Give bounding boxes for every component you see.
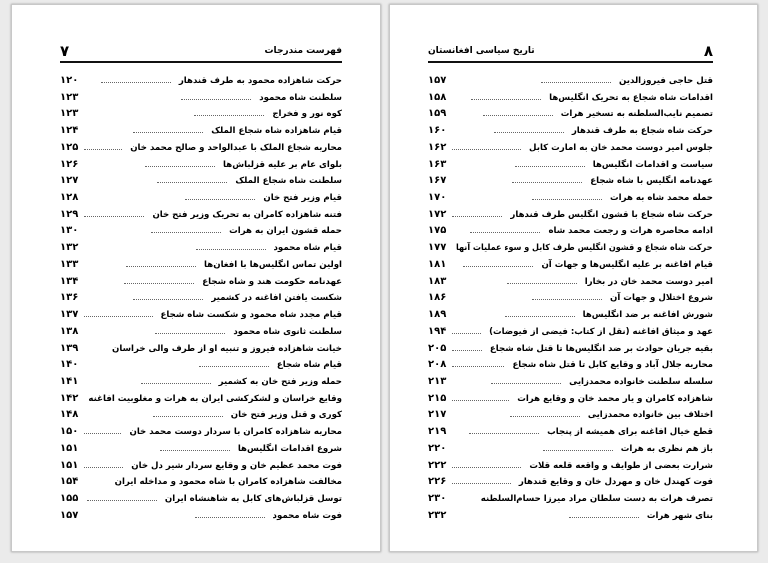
toc-page-number: ۱۶۰ xyxy=(428,125,447,137)
toc-entry-title: باز هم نظری به هرات xyxy=(620,443,713,454)
toc-page-number: ۱۷۷ xyxy=(428,242,447,254)
toc-entry xyxy=(60,393,342,408)
dot-leader xyxy=(84,216,144,217)
dot-leader xyxy=(157,182,227,183)
toc-entry-title: قیام شاهزاده شاه شجاع الملک xyxy=(211,126,342,137)
page-header xyxy=(60,43,342,63)
dot-leader xyxy=(124,283,194,284)
toc-page-number: ۱۲۶ xyxy=(60,158,79,170)
toc-page-number: ۱۲۸ xyxy=(60,192,79,204)
toc-entry xyxy=(60,326,342,341)
toc-page-number: ۱۲۷ xyxy=(60,175,79,187)
toc-page-number: ۱۳۳ xyxy=(60,258,79,270)
toc-entry xyxy=(60,259,342,274)
toc-entry-title: کوری و قتل وزیر فتح خان xyxy=(230,410,342,421)
toc-entry-title: تصرف هرات به دست سلطان مراد میرزا حسام‌السلطنه xyxy=(480,493,713,504)
toc-page-number: ۱۳۷ xyxy=(60,309,79,321)
dot-leader xyxy=(151,232,221,233)
toc-list xyxy=(60,75,342,525)
toc-entry xyxy=(428,276,713,291)
toc-entry-title: بنای شهر هرات xyxy=(646,510,713,521)
dot-leader xyxy=(185,199,255,200)
dot-leader xyxy=(543,450,613,451)
dot-leader xyxy=(469,433,539,434)
toc-page-number: ۱۵۷ xyxy=(60,509,79,521)
toc-entry xyxy=(428,359,713,374)
toc-entry xyxy=(60,175,342,190)
toc-entry xyxy=(428,343,713,358)
dot-leader xyxy=(126,266,196,267)
toc-entry xyxy=(428,443,713,458)
toc-page-number: ۱۹۴ xyxy=(428,325,447,337)
toc-page-number: ۱۸۱ xyxy=(428,258,447,270)
dot-leader xyxy=(510,416,580,417)
toc-entry xyxy=(428,510,713,525)
toc-page-number: ۲۱۹ xyxy=(428,426,447,438)
toc-entry xyxy=(60,343,342,358)
toc-page-number: ۱۶۳ xyxy=(428,158,447,170)
dot-leader xyxy=(199,366,269,367)
toc-page-number: ۱۲۹ xyxy=(60,208,79,220)
toc-entry-title: شروع اقدامات انگلیس‌ها xyxy=(237,443,342,454)
toc-entry xyxy=(428,225,713,240)
dot-leader xyxy=(569,517,639,518)
toc-entry xyxy=(428,460,713,475)
toc-page-number: ۱۲۰ xyxy=(60,75,79,86)
toc-entry-title: قطع خیال افاغنه برای همیشه از پنجاب xyxy=(547,427,713,438)
dot-leader xyxy=(452,400,509,401)
toc-entry xyxy=(428,209,713,224)
right-page xyxy=(389,4,758,552)
toc-entry-title: فتنه شاهزاده کامران به تحریک وزیر فتح خان xyxy=(152,209,342,220)
toc-entry-title: سلطنت ثانوی شاه محمود xyxy=(233,326,342,337)
running-title: فهرست مندرجات xyxy=(264,46,342,56)
toc-entry xyxy=(428,326,713,341)
toc-page-number: ۱۳۲ xyxy=(60,242,79,254)
dot-leader xyxy=(507,283,577,284)
toc-entry xyxy=(428,493,713,508)
toc-page-number: ۱۸۹ xyxy=(428,309,447,321)
dot-leader xyxy=(194,115,264,116)
toc-entry-title: جلوس امیر دوست محمد خان به امارت کابل xyxy=(529,142,713,153)
toc-page-number: ۱۵۸ xyxy=(428,91,447,103)
toc-entry xyxy=(60,108,342,123)
toc-entry xyxy=(60,209,342,224)
toc-page-number: ۱۴۸ xyxy=(60,409,79,421)
toc-page-number: ۱۸۶ xyxy=(428,292,447,304)
toc-page-number: ۱۵۵ xyxy=(60,492,79,504)
toc-page-number: ۱۴۰ xyxy=(60,359,79,371)
dot-leader xyxy=(515,166,585,167)
dot-leader xyxy=(181,99,251,100)
toc-entry xyxy=(428,426,713,441)
toc-entry xyxy=(428,192,713,207)
toc-entry xyxy=(428,476,713,491)
toc-entry xyxy=(60,309,342,324)
toc-entry xyxy=(428,142,713,157)
toc-entry xyxy=(60,493,342,508)
toc-entry xyxy=(428,309,713,324)
dot-leader xyxy=(471,99,541,100)
toc-page-number: ۲۲۶ xyxy=(428,476,447,488)
toc-page-number: ۱۲۴ xyxy=(60,125,79,137)
toc-page-number: ۱۶۷ xyxy=(428,175,447,187)
dot-leader xyxy=(84,149,122,150)
toc-entry-title: حمله وزیر فتح خان به کشمیر xyxy=(218,376,342,387)
toc-entry-title: مخالفت شاهزاده کامران با شاه محمود و مداخله ایران xyxy=(114,477,342,488)
toc-entry-title: اولین تماس انگلیس‌ها با افغان‌ها xyxy=(204,259,342,270)
running-title: تاریخ سیاسی افغانستان xyxy=(428,46,535,56)
toc-entry-title: سیاست و اقدامات انگلیس‌ها xyxy=(592,159,713,170)
dot-leader xyxy=(84,433,121,434)
toc-page-number: ۱۲۳ xyxy=(60,108,79,120)
toc-page-number: ۲۰۵ xyxy=(428,342,447,354)
dot-leader xyxy=(532,299,602,300)
toc-entry xyxy=(60,426,342,441)
dot-leader xyxy=(512,182,582,183)
toc-page-number: ۱۵۷ xyxy=(428,75,447,86)
toc-entry xyxy=(60,510,342,525)
toc-entry-title: محاربه شجاع الملک با عبدالواحد و صالح محمد خان xyxy=(130,142,342,153)
dot-leader xyxy=(541,82,611,83)
toc-entry xyxy=(428,125,713,140)
toc-entry xyxy=(60,460,342,475)
toc-entry xyxy=(428,108,713,123)
toc-page-number: ۱۴۲ xyxy=(60,392,79,404)
toc-entry-title: محاربه شاهزاده کامران با سردار دوست محمد خان xyxy=(129,427,342,438)
dot-leader xyxy=(153,416,223,417)
dot-leader xyxy=(452,350,482,351)
toc-entry xyxy=(60,376,342,391)
toc-page-number: ۱۲۵ xyxy=(60,141,79,153)
dot-leader xyxy=(470,232,540,233)
dot-leader xyxy=(133,132,203,133)
toc-entry-title: محاربه جلال آباد و وقایع کابل تا قتل شاه شجاع xyxy=(512,360,713,371)
page-header xyxy=(428,43,713,63)
toc-entry-title: عهد و میثاق افاغنه (نقل از کتاب: فیضی از فیوضات) xyxy=(489,326,713,337)
toc-page-number: ۱۵۴ xyxy=(60,476,79,488)
toc-entry xyxy=(60,159,342,174)
toc-entry-title: بلوای عام بر علیه قزلباش‌ها xyxy=(223,159,342,170)
dot-leader xyxy=(505,316,575,317)
toc-entry-title: شکست یافتن افاغنه در کشمیر xyxy=(211,293,342,304)
toc-page-number: ۱۶۲ xyxy=(428,141,447,153)
toc-entry-title: خیانت شاهزاده فیروز و تنبیه او از طرف والی خراسان xyxy=(112,343,342,354)
toc-entry-title: حمله قشون ایران به هرات xyxy=(229,226,342,237)
toc-page-number: ۱۷۵ xyxy=(428,225,447,237)
dot-leader xyxy=(483,115,553,116)
toc-page-number: ۱۳۶ xyxy=(60,292,79,304)
toc-entry-title: فوت کهندل خان و مهردل خان و وقایع قندهار xyxy=(518,477,713,488)
toc-entry xyxy=(60,276,342,291)
toc-entry xyxy=(60,142,342,157)
toc-entry-title: حرکت شاه شجاع و قشون انگلیس طرف کابل و سوء عملیات آنها xyxy=(456,243,713,254)
dot-leader xyxy=(452,216,502,217)
dot-leader xyxy=(101,82,171,83)
dot-leader xyxy=(145,166,215,167)
toc-entry xyxy=(60,92,342,107)
dot-leader xyxy=(141,383,211,384)
toc-entry-title: قتل حاجی فیروزالدین xyxy=(619,76,713,86)
toc-page-number: ۲۳۰ xyxy=(428,492,447,504)
toc-entry-title: وقایع خراسان و لشکرکشی ایران به هرات و مغلوبیت افاغنه xyxy=(88,393,342,404)
toc-entry-title: قیام مجدد شاه محمود و شکست شاه شجاع xyxy=(160,310,342,321)
toc-entry-title: شورش افاغنه بر ضد انگلیس‌ها xyxy=(582,310,713,321)
toc-entry xyxy=(428,393,713,408)
toc-page-number: ۱۴۱ xyxy=(60,375,79,387)
dot-leader xyxy=(160,450,230,451)
toc-entry xyxy=(60,192,342,207)
toc-page-number: ۱۷۲ xyxy=(428,208,447,220)
toc-entry-title: فوت شاه محمود xyxy=(272,510,342,521)
toc-entry xyxy=(428,242,713,257)
toc-page-number: ۱۵۹ xyxy=(428,108,447,120)
toc-page-number: ۱۳۴ xyxy=(60,275,79,287)
toc-page-number: ۱۳۸ xyxy=(60,325,79,337)
dot-leader xyxy=(532,199,602,200)
toc-entry-title: سلسله سلطنت خانواده محمدزایی xyxy=(569,376,713,387)
toc-entry-title: بقیه جریان حوادث بر ضد انگلیس‌ها تا قتل شاه شجاع xyxy=(489,343,713,354)
toc-entry xyxy=(60,125,342,140)
toc-entry xyxy=(428,75,713,90)
dot-leader xyxy=(452,467,521,468)
toc-page-number: ۱۸۳ xyxy=(428,275,447,287)
toc-entry-title: حرکت شاهزاده محمود به طرف قندهار xyxy=(178,76,342,86)
left-page xyxy=(11,4,381,552)
toc-entry xyxy=(428,376,713,391)
toc-entry-title: توسل قزلباش‌های کابل به شاهنشاه ایران xyxy=(164,493,342,504)
toc-page-number: ۲۲۰ xyxy=(428,442,447,454)
dot-leader xyxy=(133,299,203,300)
toc-entry xyxy=(60,75,342,90)
dot-leader xyxy=(84,316,153,317)
toc-entry-title: ادامه محاصره هرات و رجعت محمد شاه xyxy=(548,226,713,237)
toc-page-number: ۱۳۰ xyxy=(60,225,79,237)
toc-entry xyxy=(428,159,713,174)
toc-entry-title: سلطنت شاه شجاع الملک xyxy=(235,176,342,187)
toc-entry-title: حرکت شاه شجاع با قشون انگلیس طرف قندهار xyxy=(510,209,713,220)
toc-entry xyxy=(60,359,342,374)
toc-page-number: ۲۰۸ xyxy=(428,359,447,371)
toc-entry xyxy=(428,175,713,190)
dot-leader xyxy=(452,333,481,334)
toc-entry-title: شروع اختلال و جهات آن xyxy=(610,293,713,304)
toc-entry-title: شاهزاده کامران و یار محمد خان و وقایع هرات xyxy=(517,393,713,404)
toc-entry-title: اقدامات شاه شجاع به تحریک انگلیس‌ها xyxy=(549,92,713,103)
toc-page-number: ۲۲۲ xyxy=(428,459,447,471)
toc-page-number: ۲۱۳ xyxy=(428,375,447,387)
toc-entry xyxy=(60,409,342,424)
toc-page-number: ۱۵۱ xyxy=(60,459,79,471)
toc-page-number: ۲۱۷ xyxy=(428,409,447,421)
dot-leader xyxy=(195,517,265,518)
dot-leader xyxy=(452,366,504,367)
dot-leader xyxy=(84,467,123,468)
dot-leader xyxy=(196,249,266,250)
toc-entry-title: عهدنامه انگلیس با شاه شجاع xyxy=(590,176,713,187)
toc-entry-title: سلطنت شاه محمود xyxy=(259,92,342,103)
toc-entry-title: قیام شاه شجاع xyxy=(276,360,342,371)
toc-entry xyxy=(60,292,342,307)
dot-leader xyxy=(87,500,157,501)
toc-page-number: ۱۲۳ xyxy=(60,91,79,103)
dot-leader xyxy=(155,333,225,334)
toc-page-number: ۱۳۹ xyxy=(60,342,79,354)
toc-list xyxy=(428,75,713,525)
dot-leader xyxy=(463,266,533,267)
toc-page-number: ۲۳۲ xyxy=(428,509,447,521)
toc-entry xyxy=(60,225,342,240)
toc-entry xyxy=(428,409,713,424)
toc-entry xyxy=(60,242,342,257)
toc-entry-title: قیام وزیر فتح خان xyxy=(263,193,342,204)
toc-entry-title: تصمیم نایب‌السلطنه به تسخیر هرات xyxy=(560,109,713,120)
toc-entry xyxy=(428,92,713,107)
toc-entry-title: فوت محمد عظیم خان و وقایع سردار شیر دل خان xyxy=(131,460,342,471)
toc-entry xyxy=(60,476,342,491)
toc-entry-title: شرارت بعضی از طوایف و واقعه قلعه قلات xyxy=(529,460,713,471)
dot-leader xyxy=(491,383,561,384)
toc-entry-title: قیام شاه محمود xyxy=(273,243,342,254)
toc-entry-title: حمله محمد شاه به هرات xyxy=(610,193,713,204)
dot-leader xyxy=(452,483,511,484)
page-number: ۷ xyxy=(60,42,70,60)
toc-entry xyxy=(428,259,713,274)
toc-entry-title: قیام افاغنه بر علیه انگلیس‌ها و جهات آن xyxy=(541,259,713,270)
toc-page-number: ۱۵۰ xyxy=(60,426,79,438)
dot-leader xyxy=(494,132,564,133)
toc-page-number: ۲۱۵ xyxy=(428,392,447,404)
toc-entry xyxy=(428,292,713,307)
toc-entry-title: کوه نور و فخراج xyxy=(272,109,342,120)
toc-entry-title: امیر دوست محمد خان در بخارا xyxy=(584,276,713,287)
toc-page-number: ۱۷۰ xyxy=(428,192,447,204)
toc-entry-title: حرکت شاه شجاع به طرف قندهار xyxy=(571,126,713,137)
toc-entry xyxy=(60,443,342,458)
toc-entry-title: عهدنامه حکومت هند و شاه شجاع xyxy=(202,276,342,287)
dot-leader xyxy=(452,149,521,150)
toc-entry-title: اختلاف بین خانواده محمدزایی xyxy=(587,410,713,421)
toc-page-number: ۱۵۱ xyxy=(60,442,79,454)
page-number: ۸ xyxy=(703,42,713,60)
